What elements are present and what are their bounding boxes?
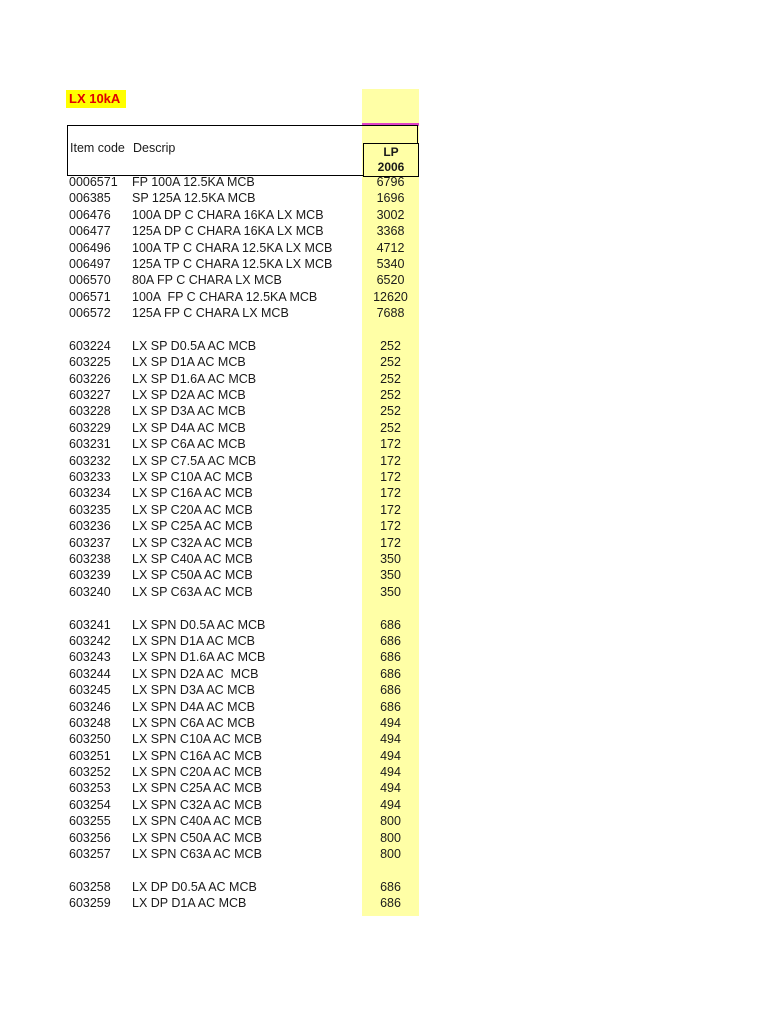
item-code-cell: 603245 [69,683,111,698]
description-cell: FP 100A 12.5KA MCB [132,175,255,189]
header-lp-label: LP [383,145,399,159]
price-cell: 252 [380,404,401,419]
table-row [0,617,768,633]
table-row [0,190,768,206]
description-cell: LX SP D3A AC MCB [132,404,246,419]
description-cell: LX SPN D0.5A AC MCB [132,617,266,632]
item-code-cell: 603256 [69,830,111,845]
price-cell: 686 [380,650,401,665]
description-cell: 80A FP C CHARA LX MCB [132,273,282,288]
table-row [0,633,768,649]
price-cell: 252 [380,420,401,435]
table-row [0,469,768,485]
table-row [0,272,768,288]
table-row [0,256,768,272]
description-cell: 125A DP C CHARA 16KA LX MCB [132,224,324,239]
blank-row [0,322,768,338]
item-code-cell: 603259 [69,896,111,911]
item-code-cell: 603243 [69,650,111,665]
price-cell: 172 [380,486,401,501]
table-row [0,715,768,731]
description-cell: LX SP C7.5A AC MCB [132,453,257,468]
price-cell: 172 [380,437,401,452]
item-code-cell: 603229 [69,420,111,435]
description-cell: LX SPN C63A AC MCB [132,847,262,862]
price-cell: 686 [380,666,401,681]
price-cell: 494 [380,797,401,812]
price-cell: 686 [380,699,401,714]
item-code-cell: 603257 [69,847,111,862]
header-item-code: Item code [70,141,125,155]
price-cell: 172 [380,502,401,517]
item-code-cell: 603255 [69,814,111,829]
price-cell: 494 [380,748,401,763]
description-cell: SP 125A 12.5KA MCB [132,191,256,206]
table-row [0,764,768,780]
description-cell: 125A FP C CHARA LX MCB [132,306,289,321]
item-code-cell: 603233 [69,470,111,485]
price-cell: 172 [380,535,401,550]
price-list-table [0,174,768,912]
description-cell: LX SP C6A AC MCB [132,437,246,452]
table-row [0,174,768,190]
item-code-cell: 603227 [69,388,111,403]
item-code-cell: 006570 [69,273,111,288]
description-cell: LX SP C63A AC MCB [132,584,253,599]
item-code-cell: 603244 [69,666,111,681]
sheet-title: LX 10kA [66,90,126,108]
description-cell: LX SP C16A AC MCB [132,486,253,501]
item-code-cell: 006496 [69,240,111,255]
price-cell: 172 [380,519,401,534]
item-code-cell: 603248 [69,715,111,730]
table-row [0,240,768,256]
price-cell: 3002 [376,207,405,222]
table-row [0,338,768,354]
item-code-cell: 603234 [69,486,111,501]
description-cell: LX SP D1A AC MCB [132,355,246,370]
table-row [0,436,768,452]
description-cell: LX SPN D1.6A AC MCB [132,650,266,665]
price-cell: 494 [380,765,401,780]
description-cell: LX SP D4A AC MCB [132,420,246,435]
table-row [0,502,768,518]
description-cell: LX SP D1.6A AC MCB [132,371,257,386]
table-row [0,895,768,911]
description-cell: LX SPN C20A AC MCB [132,765,262,780]
table-row [0,551,768,567]
table-row [0,682,768,698]
description-cell: 100A TP C CHARA 12.5KA LX MCB [132,240,333,255]
description-cell: LX SP C32A AC MCB [132,535,253,550]
table-row [0,535,768,551]
description-cell: 100A FP C CHARA 12.5KA MCB [132,289,318,304]
price-cell: 686 [380,683,401,698]
price-cell: 252 [380,371,401,386]
table-row [0,387,768,403]
item-code-cell: 603239 [69,568,111,583]
table-row [0,354,768,370]
price-cell: 172 [380,453,401,468]
price-cell: 686 [380,617,401,632]
item-code-cell: 603250 [69,732,111,747]
description-cell: LX SPN C10A AC MCB [132,732,262,747]
price-cell: 350 [380,584,401,599]
item-code-cell: 006571 [69,289,111,304]
header-descrip: Descrip [133,141,176,155]
description-cell: 100A DP C CHARA 16KA LX MCB [132,207,324,222]
price-cell: 494 [380,732,401,747]
item-code-cell: 603235 [69,502,111,517]
description-cell: LX SP C20A AC MCB [132,502,253,517]
price-cell: 6520 [376,273,405,288]
description-cell: LX SP C50A AC MCB [132,568,253,583]
price-cell: 4712 [376,240,405,255]
price-cell: 7688 [376,306,405,321]
description-cell: LX SPN D2A AC MCB [132,666,259,681]
table-row [0,567,768,583]
description-cell: LX SPN D3A AC MCB [132,683,255,698]
item-code-cell: 603240 [69,584,111,599]
table-row [0,846,768,862]
table-row [0,699,768,715]
table-row [0,518,768,534]
table-row [0,420,768,436]
description-cell: LX DP D0.5A AC MCB [132,879,257,894]
description-cell: LX SPN C50A AC MCB [132,830,262,845]
description-cell: LX SPN D1A AC MCB [132,633,255,648]
price-cell: 350 [380,568,401,583]
table-row [0,666,768,682]
description-cell: LX SPN C6A AC MCB [132,715,255,730]
price-cell: 350 [380,551,401,566]
item-code-cell: 603226 [69,371,111,386]
blank-row [0,600,768,616]
price-cell: 686 [380,879,401,894]
item-code-cell: 006572 [69,306,111,321]
item-code-cell: 603225 [69,355,111,370]
table-row [0,453,768,469]
price-cell: 800 [380,830,401,845]
item-code-cell: 006497 [69,256,111,271]
description-cell: LX SP D2A AC MCB [132,388,246,403]
table-row [0,584,768,600]
price-cell: 3368 [376,224,405,239]
price-cell: 252 [380,355,401,370]
description-cell: 125A TP C CHARA 12.5KA LX MCB [132,256,333,271]
item-code-cell: 603242 [69,633,111,648]
price-cell: 494 [380,715,401,730]
table-row [0,485,768,501]
item-code-cell: 603251 [69,748,111,763]
item-code-cell: 603258 [69,879,111,894]
price-cell: 800 [380,814,401,829]
header-lp-2006 [363,143,419,177]
description-cell: LX SP C25A AC MCB [132,519,253,534]
price-cell: 686 [380,633,401,648]
description-cell: LX SPN C32A AC MCB [132,797,262,812]
description-cell: LX SPN D4A AC MCB [132,699,255,714]
description-cell: LX DP D1A AC MCB [132,896,247,911]
item-code-cell: 603236 [69,519,111,534]
price-cell: 172 [380,470,401,485]
item-code-cell: 006477 [69,224,111,239]
table-row [0,731,768,747]
item-code-cell: 603237 [69,535,111,550]
table-row [0,797,768,813]
item-code-cell: 0006571 [69,175,118,189]
table-row [0,813,768,829]
table-row [0,207,768,223]
item-code-cell: 603241 [69,617,111,632]
price-cell: 5340 [376,256,405,271]
description-cell: LX SPN C25A AC MCB [132,781,262,796]
item-code-cell: 603228 [69,404,111,419]
price-cell: 800 [380,847,401,862]
description-cell: LX SP C40A AC MCB [132,551,253,566]
table-row [0,780,768,796]
price-cell: 252 [380,388,401,403]
description-cell: LX SPN C40A AC MCB [132,814,262,829]
table-row [0,403,768,419]
description-cell: LX SPN C16A AC MCB [132,748,262,763]
item-code-cell: 603232 [69,453,111,468]
table-row [0,748,768,764]
item-code-cell: 006476 [69,207,111,222]
price-cell: 686 [380,896,401,911]
description-cell: LX SP C10A AC MCB [132,470,253,485]
price-cell: 494 [380,781,401,796]
item-code-cell: 006385 [69,191,111,206]
price-cell: 1696 [376,191,405,206]
table-row [0,879,768,895]
header-lp-year: 2006 [377,160,405,174]
table-row [0,830,768,846]
table-row [0,649,768,665]
item-code-cell: 603238 [69,551,111,566]
table-row [0,223,768,239]
table-row [0,289,768,305]
item-code-cell: 603224 [69,338,111,353]
blank-row [0,862,768,878]
item-code-cell: 603246 [69,699,111,714]
description-cell: LX SP D0.5A AC MCB [132,338,257,353]
item-code-cell: 603252 [69,765,111,780]
price-cell: 6796 [376,175,405,189]
table-row [0,371,768,387]
item-code-cell: 603254 [69,797,111,812]
item-code-cell: 603231 [69,437,111,452]
item-code-cell: 603253 [69,781,111,796]
price-cell: 12620 [373,289,408,304]
table-row [0,305,768,321]
price-cell: 252 [380,338,401,353]
